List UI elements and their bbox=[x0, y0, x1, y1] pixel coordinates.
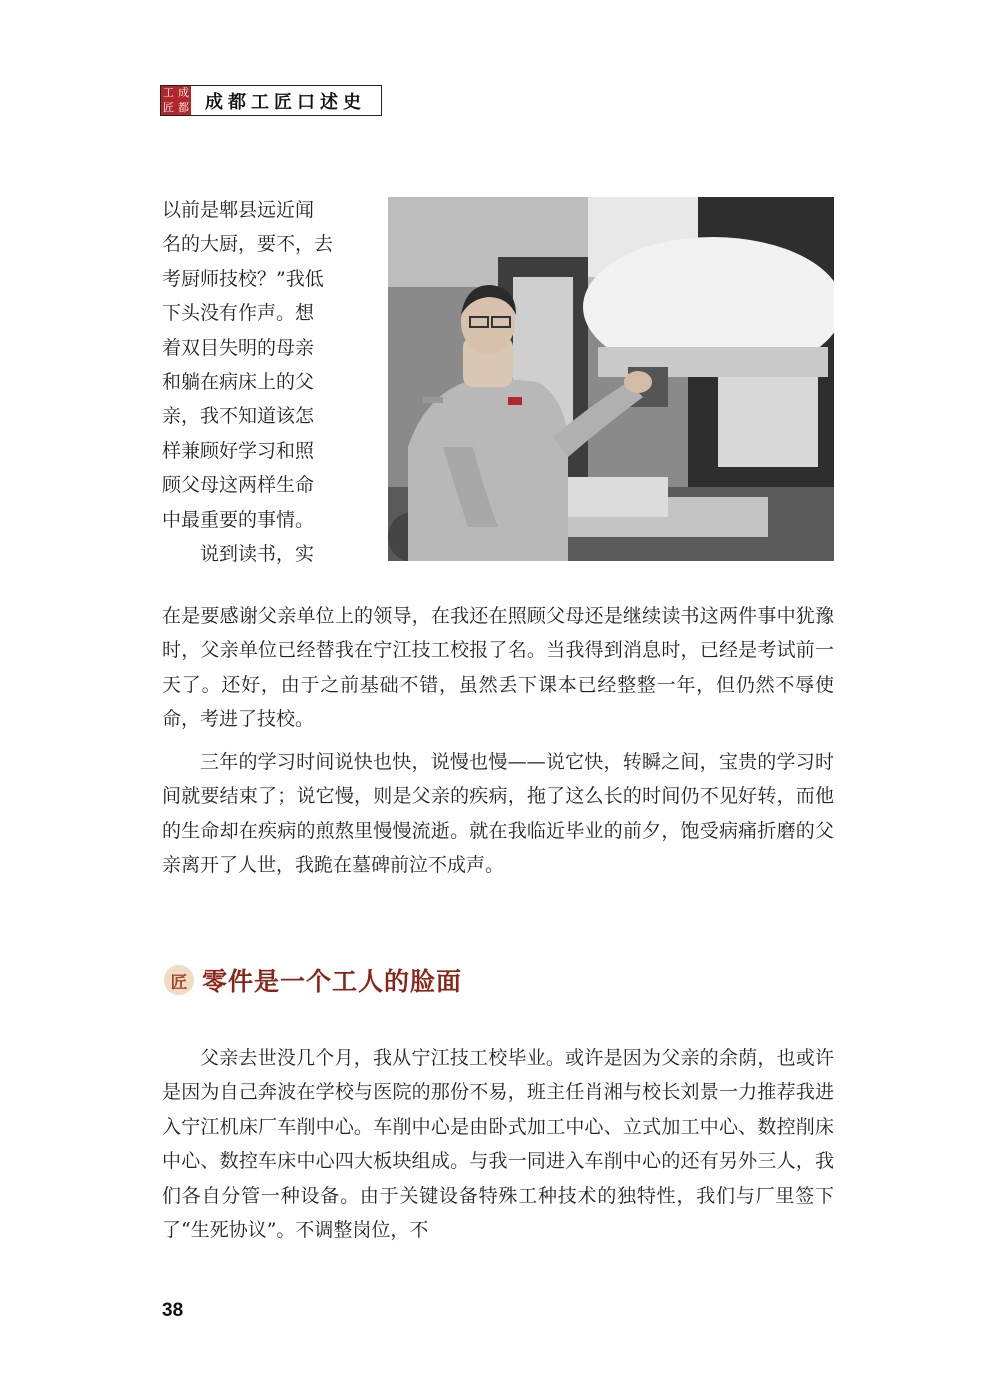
text-line: 考厨师技校？”我低 bbox=[162, 267, 324, 290]
book-title: 成都工匠口述史 bbox=[205, 91, 366, 113]
paragraph-text: 父亲去世没几个月，我从宁江技工校毕业。或许是因为父亲的余荫，也或许是因为自己奔波在学校与医院的那份不易，班主任肖湘与校长刘景一力推荐我进入宁江机床厂车削中心。车削中心是由卧式加工中心、立式加工中心、数控削床中心、数控车床中心四大板块组成。与我一同进入车削中心的还有另外三人，我们各自分管一种设备。由于关键设备特殊工种技术的独特性，我们与厂里签下了“生死协议”。不调整岗位，不 bbox=[162, 1047, 834, 1242]
paragraph-text: 三年的学习时间说快也快，说慢也慢——说它快，转瞬之间，宝贵的学习时间就要结束了；说它慢，则是父亲的疾病，拖了这么长的时间仍不见好转，而他的生命却在疾病的煎熬里慢慢流逝。就在我临近毕业的前夕，饱受病痛折磨的父亲离开了人世，我跪在墓碑前泣不成声。 bbox=[162, 751, 834, 877]
page-number: 38 bbox=[162, 1300, 184, 1321]
wrapped-paragraph bbox=[162, 193, 352, 571]
text-line: 名的大厨，要不，去 bbox=[162, 233, 334, 256]
paragraph-continuation bbox=[162, 599, 834, 737]
section-heading bbox=[164, 962, 462, 998]
header-seal-logo bbox=[161, 86, 191, 115]
text-line: 中最重要的事情。 bbox=[162, 508, 315, 531]
text-line: 下头没有作声。想 bbox=[162, 302, 315, 325]
machinist-photo bbox=[388, 197, 834, 561]
seal-char: 匠 bbox=[163, 100, 174, 114]
paragraph-start-line: 说到读书，实 bbox=[200, 543, 315, 566]
text-line: 样兼顾好学习和照 bbox=[162, 439, 315, 462]
paragraph-text: 在是要感谢父亲单位上的领导，在我还在照顾父母还是继续读书这两件事中犹豫时，父亲单位已经替我在宁江技工校报了名。当我得到消息时，已经是考试前一天了。还好，由于之前基础不错，虽然丢下课本已经整整一年，但仍然不辱使命，考进了技校。 bbox=[162, 605, 834, 731]
section-title: 零件是一个工人的脸面 bbox=[202, 967, 463, 996]
paragraph bbox=[162, 745, 834, 883]
text-line: 亲，我不知道该怎 bbox=[162, 405, 315, 428]
text-line: 和躺在病床上的父 bbox=[162, 371, 315, 394]
photo-illustration bbox=[388, 197, 834, 561]
craftsman-emblem-icon: 匠 bbox=[164, 965, 194, 995]
running-header bbox=[160, 85, 382, 116]
seal-char: 成 bbox=[178, 86, 189, 99]
paragraph bbox=[162, 1041, 834, 1247]
text-line: 顾父母这两样生命 bbox=[162, 474, 315, 497]
seal-char: 都 bbox=[178, 100, 189, 114]
text-line: 以前是郫县远近闻 bbox=[162, 199, 315, 221]
text-line: 着双目失明的母亲 bbox=[162, 336, 315, 359]
seal-char: 工 bbox=[163, 86, 174, 99]
